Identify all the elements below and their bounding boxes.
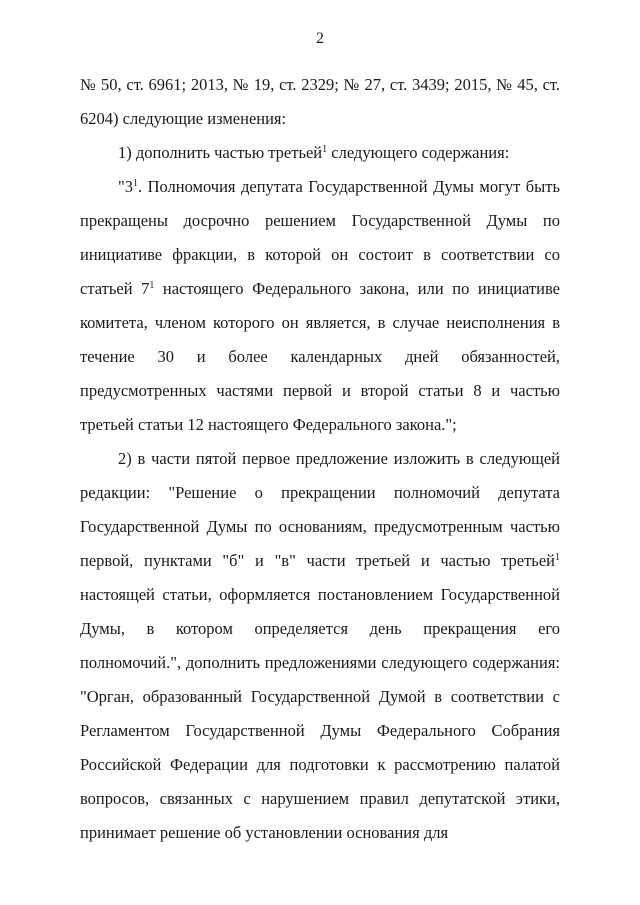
paragraph-text: . Полномочия депутата Государственной Думы могут быть прекращены досрочно решением Государственной Думы по инициативе фракции, в которой он состоит в соответствии со статьей 7: [80, 177, 560, 298]
paragraph-text: настоящей статьи, оформляется постановлением Государственной Думы, в котором определяется день прекращения его полномочий.", дополнить предложениями следующего содержания: "Орган, образованный Государственной Думой в соответствии с Регламентом Государственной Думы Федерального Собрания Российской Федерации для подготовки к рассмотрению палатой вопросов, связанных с нарушением правил депутатской этики, принимает решение об установлении основания для: [80, 585, 560, 842]
superscript-index: 1: [555, 552, 560, 563]
paragraph-p3: [80, 442, 560, 850]
paragraph-text: "3: [118, 177, 133, 196]
paragraph-text: № 50, ст. 6961; 2013, № 19, ст. 2329; № 27, ст. 3439; 2015, № 45, ст. 6204) следующие изменения:: [80, 75, 560, 128]
paragraph-text: следующего содержания:: [327, 143, 510, 162]
paragraph-p0: [80, 68, 560, 136]
page-number: 2: [316, 30, 324, 47]
superscript-index: 1: [322, 144, 328, 155]
paragraph-text: 2) в части пятой первое предложение изложить в следующей редакции: "Решение о прекращении полномочий депутата Государственной Думы по основаниям, предусмотренным частью первой, пунктами "б" и "в" части третьей и частью третьей: [80, 449, 560, 570]
paragraph-text: настоящего Федерального закона, или по инициативе комитета, членом которого он является, в случае неисполнения в течение 30 и более календарных дней обязанностей, предусмотренных частями первой и второй статьи 8 и частью третьей статьи 12 настоящего Федерального закона.";: [80, 279, 560, 434]
paragraph-text: 1) дополнить частью третьей: [118, 143, 323, 162]
superscript-index: 1: [149, 280, 155, 291]
paragraph-p2: [80, 170, 560, 442]
superscript-index: 1: [133, 178, 138, 189]
document-body: [80, 68, 560, 850]
paragraph-p1: [80, 136, 560, 170]
